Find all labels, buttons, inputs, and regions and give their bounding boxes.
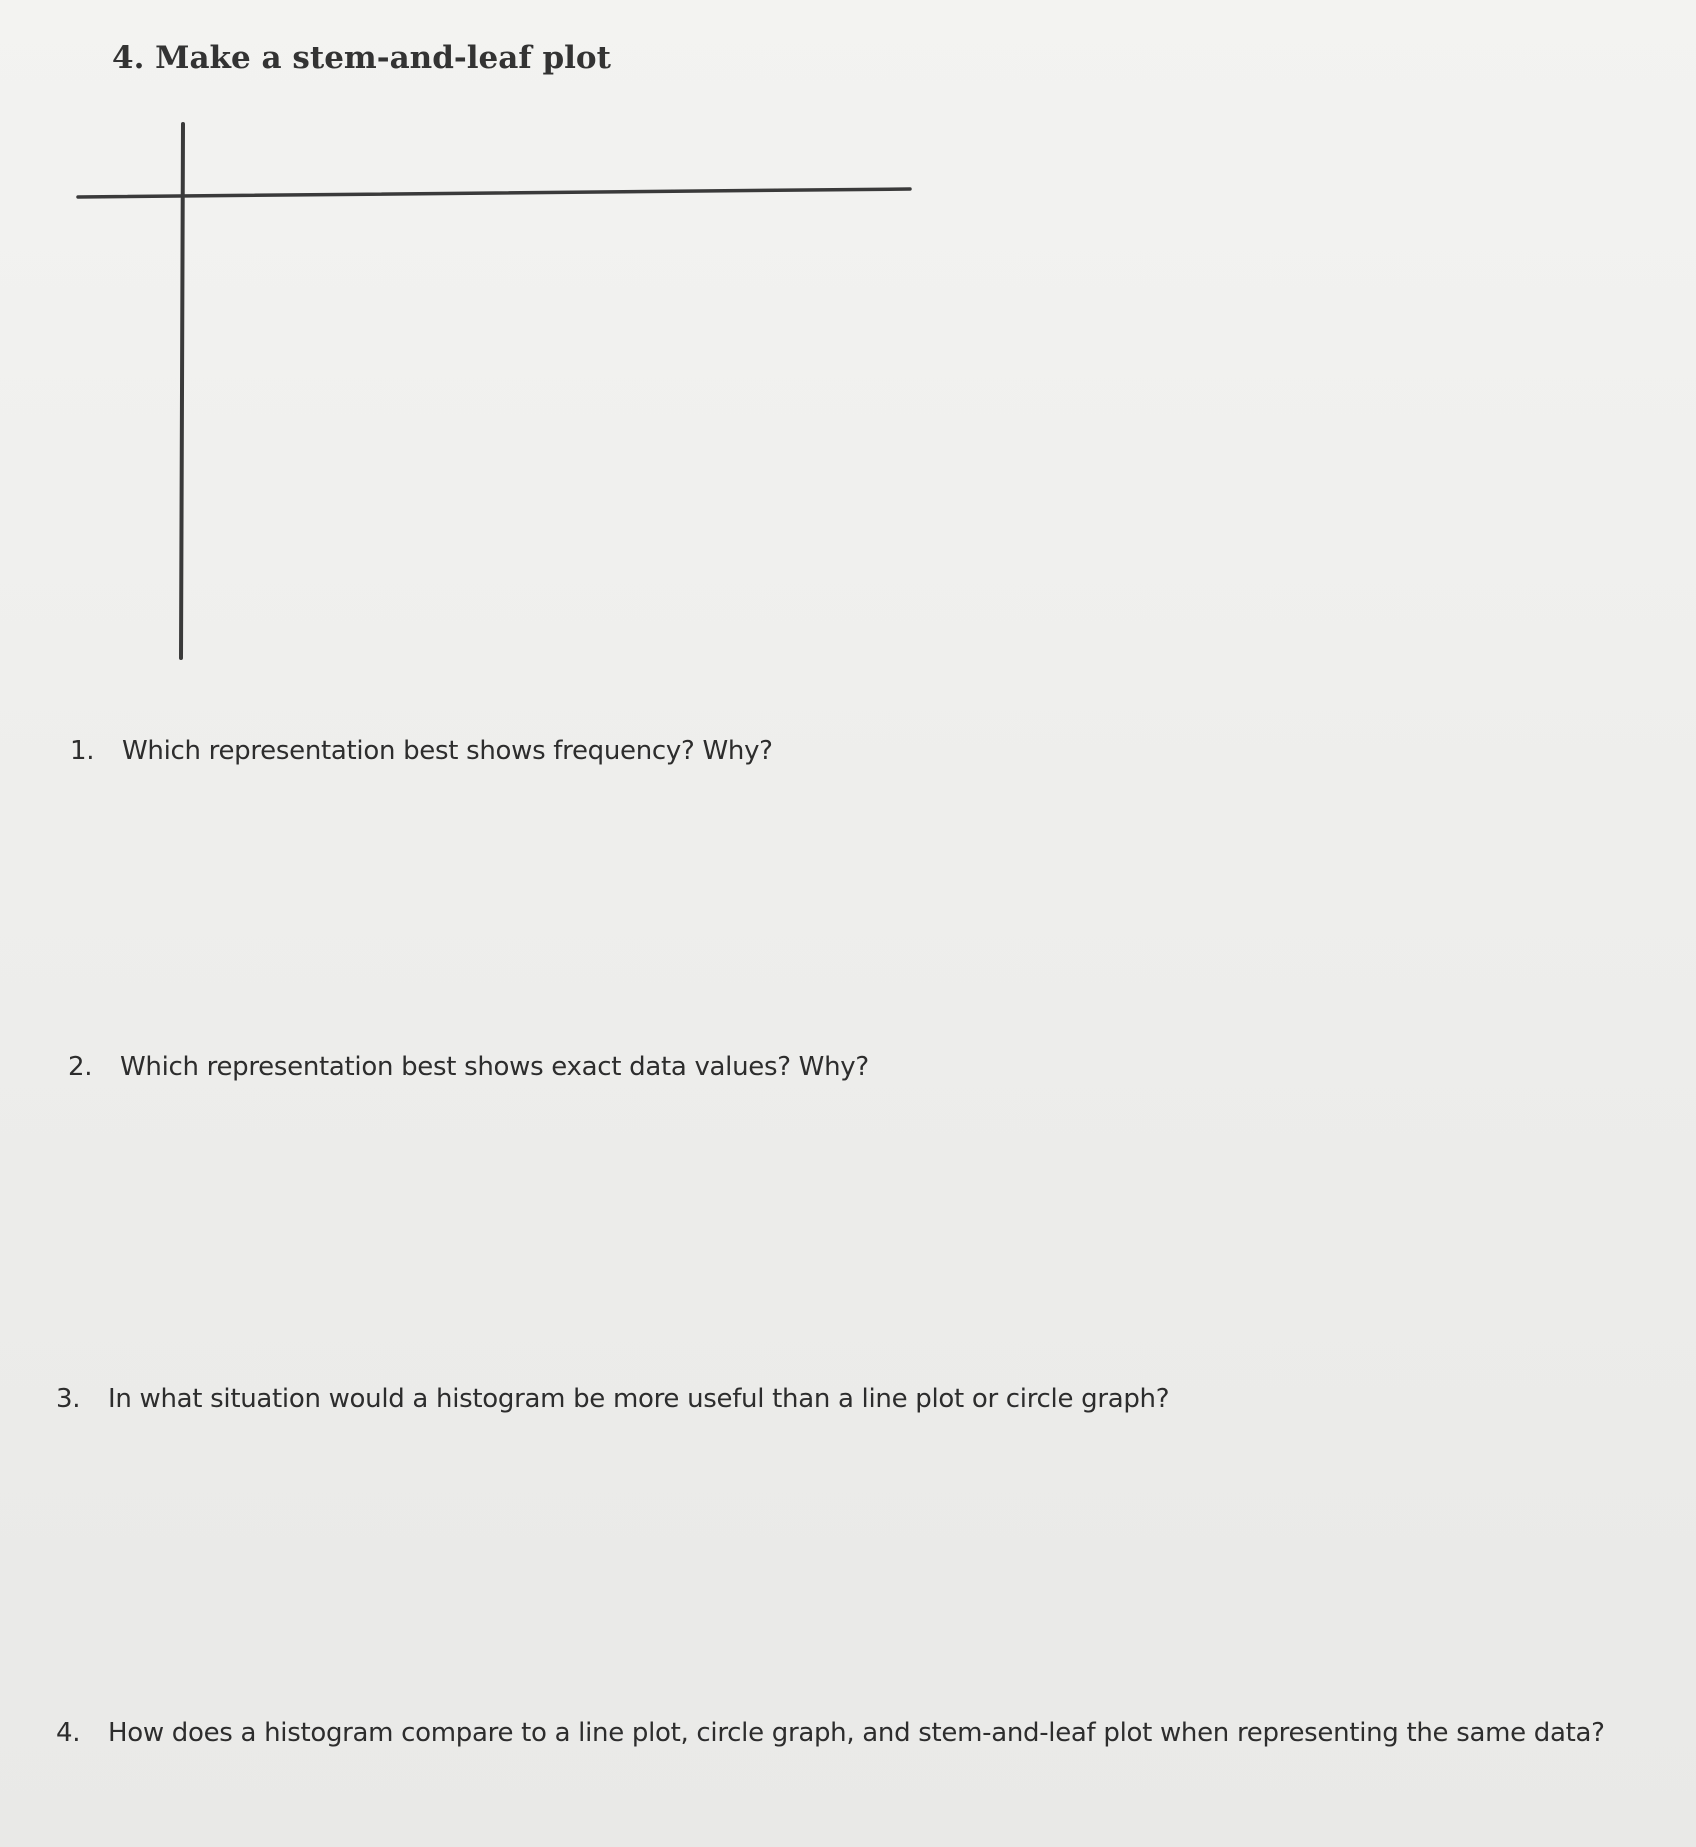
question-4-number: 4. bbox=[56, 1718, 81, 1748]
question-3-text: In what situation would a histogram be more useful than a line plot or circle graph? bbox=[108, 1384, 1170, 1414]
question-1 bbox=[70, 736, 773, 766]
stem-leaf-plot-frame bbox=[0, 0, 1696, 700]
stem-leaf-vertical-line bbox=[181, 124, 183, 658]
question-2-text: Which representation best shows exact data values? Why? bbox=[120, 1052, 869, 1082]
question-1-number: 1. bbox=[70, 736, 95, 766]
stem-leaf-heading: 4. Make a stem-and-leaf plot bbox=[112, 40, 611, 76]
question-3 bbox=[56, 1384, 1169, 1414]
question-2 bbox=[68, 1052, 869, 1082]
question-2-number: 2. bbox=[68, 1052, 93, 1082]
question-3-number: 3. bbox=[56, 1384, 81, 1414]
question-4 bbox=[56, 1718, 1605, 1748]
question-4-text: How does a histogram compare to a line plot, circle graph, and stem-and-leaf plot when representing the same data? bbox=[108, 1718, 1605, 1748]
stem-leaf-horizontal-line bbox=[78, 189, 910, 197]
question-1-text: Which representation best shows frequency? Why? bbox=[122, 736, 773, 766]
